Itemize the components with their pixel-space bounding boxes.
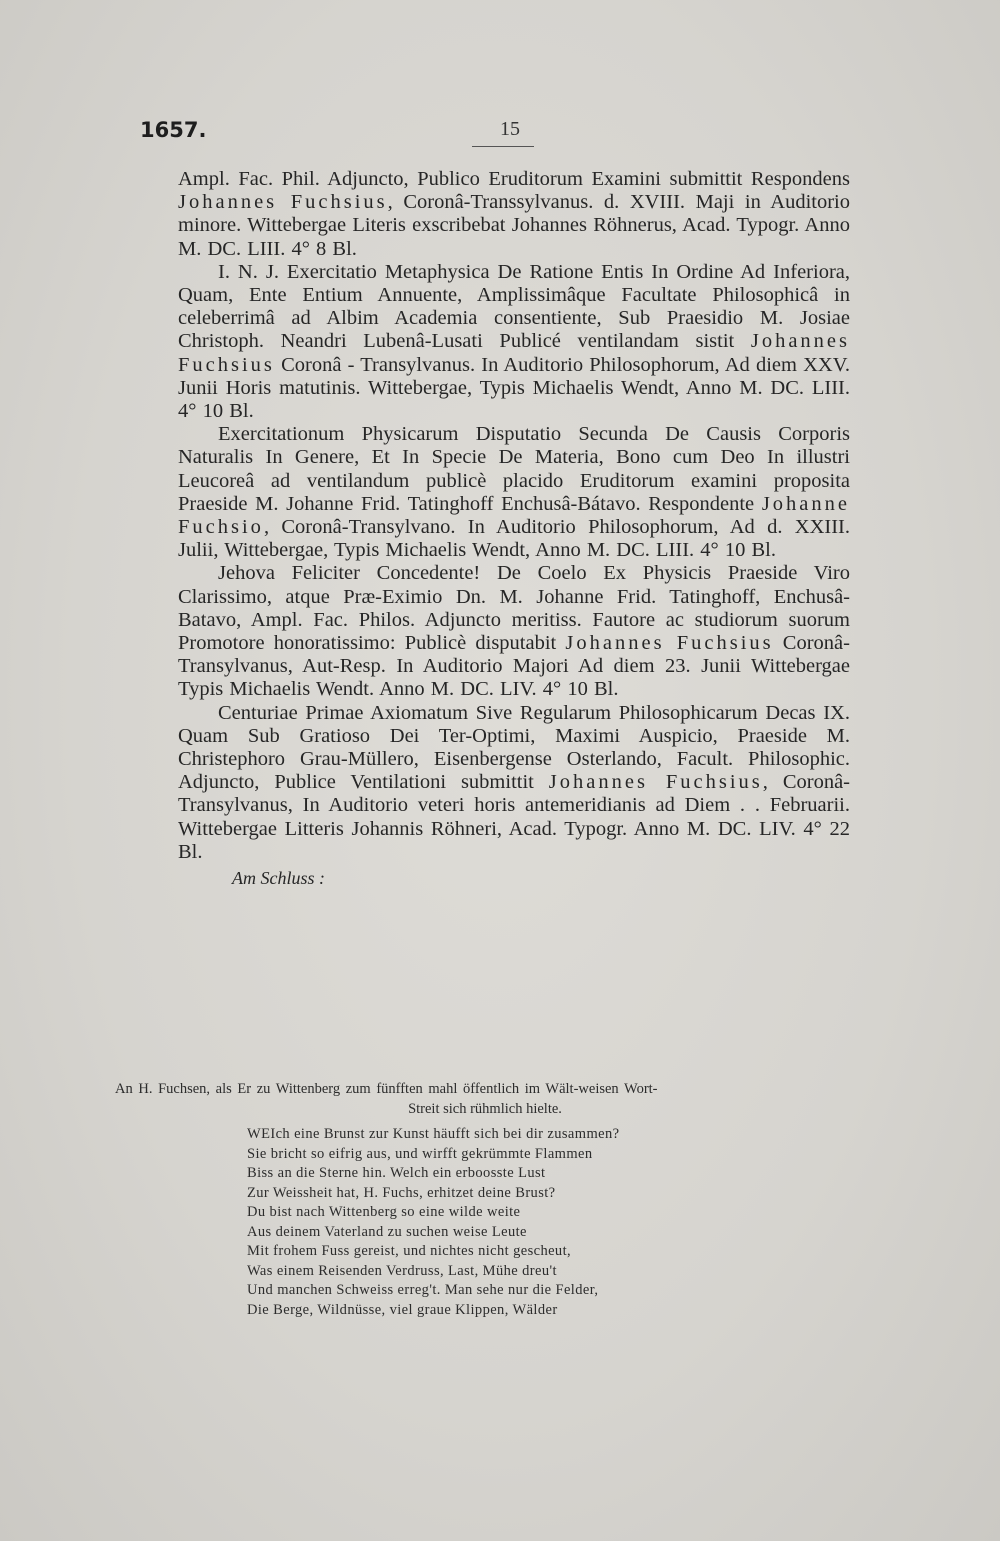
- poem-title: An H. Fuchsen, als Er zu Wittenberg zum fünfften mahl öffentlich im Wält-weisen Wort-: [115, 1081, 658, 1097]
- poem-line: Die Berge, Wildnüsse, viel graue Klippen, Wälder: [247, 1301, 558, 1318]
- poem-line: Du bist nach Wittenberg so eine wilde weite: [247, 1204, 521, 1220]
- poem-verse: [247, 1125, 847, 1320]
- bibliography-entry: Jehova Feliciter Concedente! De Coelo Ex Physicis Praeside Viro Clarissimo, atque Præ-Eximio Dn. M. Johanne Frid. Tatinghoff, Enchusâ-Batavo, Ampl. Fac. Philos. Adjuncto meritiss. Fautore ac studiorum suorum Promotore honoratissimo: Publicè disputabit Johannes Fuchsius Coronâ-Transylvanus, Aut-Resp. In Auditorio Majori Ad diem 23. Junii Wittebergae Typis Michaelis Wendt. Anno M. DC. LIV. 4° 10 Bl.: [178, 562, 850, 701]
- poem-line: Und manchen Schweiss erreg't. Man sehe nur die Felder,: [247, 1282, 599, 1298]
- bibliography-body: [178, 168, 850, 890]
- respondent-name: Johannes Fuchsius: [178, 191, 388, 214]
- page-number-rule: [472, 146, 534, 147]
- bibliography-entry: I. N. J. Exercitatio Metaphysica De Ratione Entis In Ordine Ad Inferiora, Quam, Ente Entium Annuente, Amplissimâque Facultate Philosophicâ in celeberrimâ ad Albim Academia consentiente, Sub Praesidio M. Josiae Christoph. Neandri Lubenâ-Lusati Publicé ventilandam sistit Johannes Fuchsius Coronâ - Transylvanus. In Auditorio Philosophorum, Ad diem XXV. Junii Horis matutinis. Wittebergae, Typis Michaelis Wendt, Anno M. DC. LIII. 4° 10 Bl.: [178, 260, 850, 423]
- poem-line: Zur Weissheit hat, H. Fuchs, erhitzet deine Brust?: [247, 1184, 556, 1201]
- bibliography-entry: Ampl. Fac. Phil. Adjuncto, Publico Eruditorum Examini submittit Respondens Johannes Fuchsius, Coronâ-Transsylvanus. d. XVIII. Maji in Auditorio minore. Wittebergae Literis exscribebat Johannes Röhnerus, Acad. Typogr. Anno M. DC. LIII. 4° 8 Bl.: [178, 168, 850, 260]
- poem-line: Sie bricht so eifrig aus, und wirfft gekrümmte Flammen: [247, 1145, 593, 1162]
- poem: [115, 1080, 855, 1320]
- year-heading: 1657.: [140, 118, 207, 142]
- page-number: 15: [500, 118, 520, 140]
- closing-heading: Am Schluss :: [232, 868, 325, 889]
- page-header: [140, 118, 860, 148]
- poem-title-continuation: Streit sich rühmlich hielte.: [408, 1100, 562, 1117]
- bibliography-entry: Centuriae Primae Axiomatum Sive Regularum Philosophicarum Decas IX. Quam Sub Gratioso Dei Ter-Optimi, Maximi Auspicio, Praeside M. Christephoro Grau-Müllero, Eisenbergense Osterlando, Facult. Philosophic. Adjuncto, Publice Ventilationi submittit Johannes Fuchsius, Coronâ-Transylvanus, In Auditorio veteri horis antemeridianis ad Diem . . Februarii. Wittebergae Litteris Johannis Röhneri, Acad. Typogr. Anno M. DC. LIV. 4° 22 Bl.: [178, 701, 850, 863]
- poem-line: Was einem Reisenden Verdruss, Last, Mühe dreu't: [247, 1262, 557, 1279]
- bibliography-entry: Exercitationum Physicarum Disputatio Secunda De Causis Corporis Naturalis In Genere, Et In Specie De Materia, Bono cum Deo In illustri Leucoreâ ad ventilandum publicè placido Eruditorum examini proposita Praeside M. Johanne Frid. Tatinghoff Enchusâ-Bátavo. Respondente Johanne Fuchsio, Coronâ-Transylvano. In Auditorio Philosophorum, Ad d. XXIII. Julii, Wittebergae, Typis Michaelis Wendt, Anno M. DC. LIII. 4° 10 Bl.: [178, 423, 850, 562]
- respondent-name: Johannes Fuchsius: [548, 771, 763, 794]
- poem-line: Biss an die Sterne hin. Welch ein erboosste Lust: [247, 1165, 546, 1181]
- poem-line: Mit frohem Fuss gereist, und nichtes nicht gescheut,: [247, 1243, 572, 1259]
- poem-line: WEIch eine Brunst zur Kunst häufft sich bei dir zusammen?: [247, 1126, 620, 1142]
- poem-line: Aus deinem Vaterland zu suchen weise Leute: [247, 1223, 527, 1240]
- respondent-name: Johanne Fuchsio: [178, 492, 850, 539]
- respondent-name: Johannes Fuchsius: [565, 632, 774, 655]
- respondent-name: Johannes Fuchsius: [178, 330, 850, 376]
